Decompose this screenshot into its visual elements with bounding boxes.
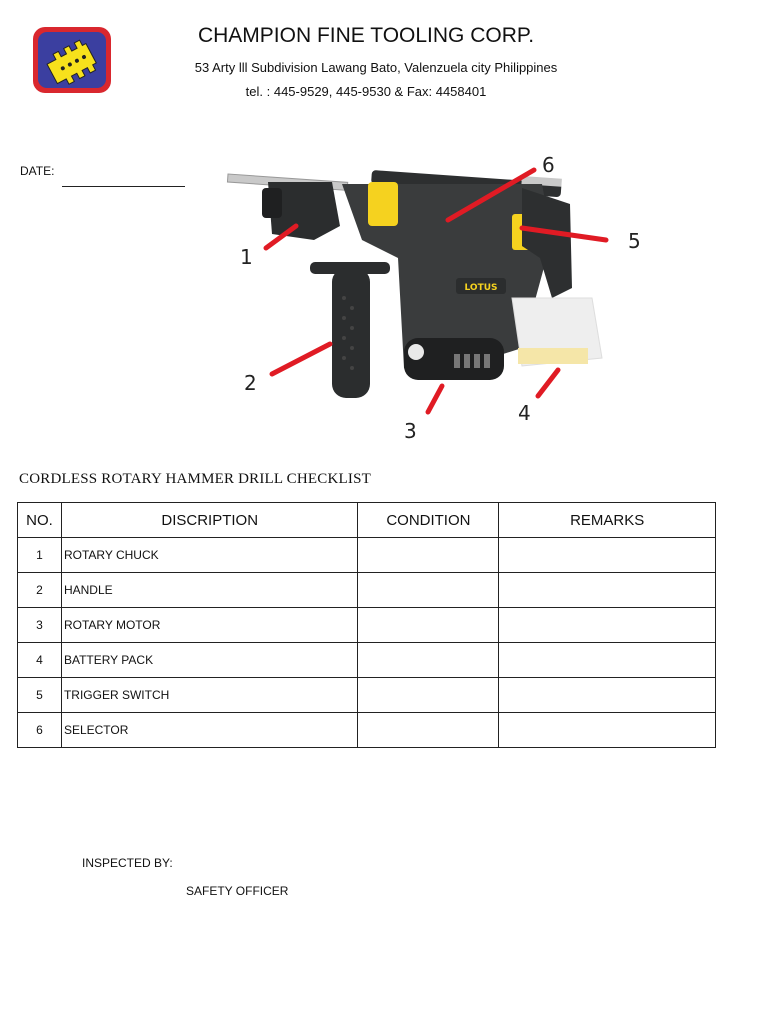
header-remarks: REMARKS: [499, 503, 716, 538]
row-description: SELECTOR: [61, 713, 358, 748]
row-condition-cell[interactable]: [358, 538, 499, 573]
company-address: 53 Arty lll Subdivision Lawang Bato, Valenzuela city Philippines: [194, 60, 558, 75]
callout-3: 3: [404, 419, 417, 443]
inspected-by-label: INSPECTED BY:: [82, 856, 173, 870]
side-handle-shape: [332, 268, 370, 398]
callout-1: 1: [240, 245, 253, 269]
header-description: DISCRIPTION: [61, 503, 358, 538]
drill-diagram: [222, 148, 662, 448]
row-remarks-cell[interactable]: [499, 678, 716, 713]
checklist-table: [17, 502, 716, 748]
table-row: [18, 713, 716, 748]
row-description: ROTARY MOTOR: [61, 608, 358, 643]
row-remarks-cell[interactable]: [499, 538, 716, 573]
row-condition-cell[interactable]: [358, 608, 499, 643]
company-name: CHAMPION FINE TOOLING CORP.: [197, 24, 535, 47]
row-no: 2: [18, 573, 62, 608]
table-row: [18, 573, 716, 608]
row-no: 1: [18, 538, 62, 573]
row-no: 4: [18, 643, 62, 678]
table-row: [18, 538, 716, 573]
callout-2: 2: [244, 371, 257, 395]
header-no: NO.: [18, 503, 62, 538]
row-remarks-cell[interactable]: [499, 713, 716, 748]
row-condition-cell[interactable]: [358, 573, 499, 608]
drill-brand-label: LOTUS: [464, 283, 498, 293]
callout-line-4: [538, 370, 558, 396]
checklist-title: CORDLESS ROTARY HAMMER DRILL CHECKLIST: [19, 471, 371, 487]
table-row: [18, 643, 716, 678]
callout-6: 6: [542, 153, 555, 177]
row-condition-cell[interactable]: [358, 713, 499, 748]
callout-line-3: [428, 386, 442, 412]
table-row: [18, 608, 716, 643]
date-line: [62, 186, 185, 187]
header-condition: CONDITION: [358, 503, 499, 538]
row-no: 6: [18, 713, 62, 748]
checklist-header-row: [18, 503, 716, 538]
row-condition-cell[interactable]: [358, 678, 499, 713]
callout-4: 4: [518, 401, 531, 425]
company-phone: tel. : 445-9529, 445-9530 & Fax: 4458401: [245, 84, 487, 99]
row-description: BATTERY PACK: [61, 643, 358, 678]
row-no: 5: [18, 678, 62, 713]
row-remarks-cell[interactable]: [499, 643, 716, 678]
row-remarks-cell[interactable]: [499, 608, 716, 643]
row-description: ROTARY CHUCK: [61, 538, 358, 573]
callout-line-2: [272, 344, 330, 374]
row-remarks-cell[interactable]: [499, 573, 716, 608]
row-condition-cell[interactable]: [358, 643, 499, 678]
date-label: DATE:: [20, 164, 55, 178]
callout-5: 5: [628, 229, 641, 253]
safety-officer-label: SAFETY OFFICER: [186, 884, 289, 898]
row-description: TRIGGER SWITCH: [61, 678, 358, 713]
row-description: HANDLE: [61, 573, 358, 608]
row-no: 3: [18, 608, 62, 643]
table-row: [18, 678, 716, 713]
